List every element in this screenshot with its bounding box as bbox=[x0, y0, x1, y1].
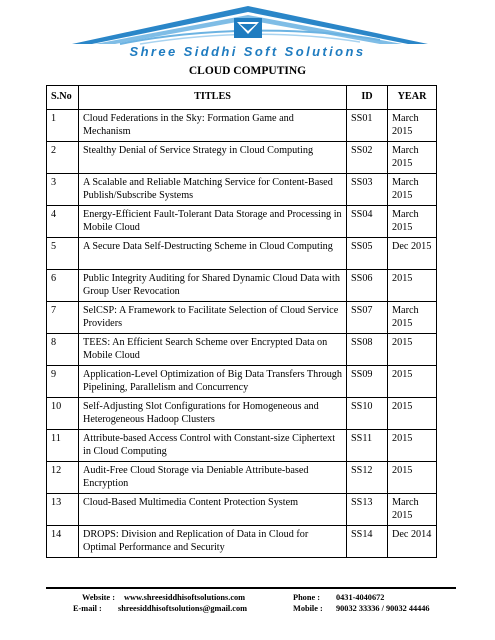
cell-id: SS11 bbox=[347, 430, 388, 462]
phone-value: 0431-4040672 bbox=[336, 593, 385, 602]
cell-id: SS05 bbox=[347, 238, 388, 270]
cell-sno: 1 bbox=[47, 110, 79, 142]
cell-id: SS13 bbox=[347, 494, 388, 526]
cell-title: Cloud Federations in the Sky: Formation Game and Mechanism bbox=[79, 110, 347, 142]
cell-id: SS02 bbox=[347, 142, 388, 174]
cell-title: Public Integrity Auditing for Shared Dynamic Cloud Data with Group User Revocation bbox=[79, 270, 347, 302]
table-row bbox=[47, 398, 437, 430]
cell-sno: 7 bbox=[47, 302, 79, 334]
table-header-row bbox=[47, 86, 437, 110]
cell-id: SS04 bbox=[347, 206, 388, 238]
table-row bbox=[47, 366, 437, 398]
cell-year: 2015 bbox=[388, 398, 437, 430]
website-label: Website : bbox=[82, 593, 115, 602]
table-row bbox=[47, 110, 437, 142]
cell-title: Application-Level Optimization of Big Data Transfers Through Pipelining, Parallelism and Concurrency bbox=[79, 366, 347, 398]
table-row bbox=[47, 494, 437, 526]
table-row bbox=[47, 302, 437, 334]
table-row bbox=[47, 526, 437, 558]
table-row bbox=[47, 238, 437, 270]
table-row bbox=[47, 334, 437, 366]
company-name: Shree Siddhi Soft Solutions bbox=[129, 44, 366, 59]
cell-year: March 2015 bbox=[388, 110, 437, 142]
document-title: CLOUD COMPUTING bbox=[188, 65, 307, 77]
cell-year: March 2015 bbox=[388, 174, 437, 206]
table-row bbox=[47, 206, 437, 238]
cell-id: SS09 bbox=[347, 366, 388, 398]
cell-sno: 10 bbox=[47, 398, 79, 430]
cell-title: Cloud-Based Multimedia Content Protection System bbox=[79, 494, 347, 526]
cell-id: SS14 bbox=[347, 526, 388, 558]
table-row bbox=[47, 462, 437, 494]
cell-sno: 14 bbox=[47, 526, 79, 558]
cell-id: SS03 bbox=[347, 174, 388, 206]
cell-sno: 8 bbox=[47, 334, 79, 366]
cell-id: SS10 bbox=[347, 398, 388, 430]
cell-title: Energy-Efficient Fault-Tolerant Data Storage and Processing in Mobile Cloud bbox=[79, 206, 347, 238]
cell-sno: 5 bbox=[47, 238, 79, 270]
cell-sno: 6 bbox=[47, 270, 79, 302]
email-link[interactable]: shreesiddhisoftsolutions@gmail.com bbox=[118, 604, 248, 613]
cell-year: Dec 2014 bbox=[388, 526, 437, 558]
column-header-id: ID bbox=[347, 86, 388, 110]
cell-year: 2015 bbox=[388, 334, 437, 366]
table-row bbox=[47, 174, 437, 206]
footer-divider bbox=[46, 587, 456, 589]
website-link[interactable]: www.shreesiddhisoftsolutions.com bbox=[124, 593, 246, 602]
cell-id: SS12 bbox=[347, 462, 388, 494]
cell-id: SS08 bbox=[347, 334, 388, 366]
cell-title: Attribute-based Access Control with Constant-size Ciphertext in Cloud Computing bbox=[79, 430, 347, 462]
cell-title: TEES: An Efficient Search Scheme over Encrypted Data on Mobile Cloud bbox=[79, 334, 347, 366]
cell-year: March 2015 bbox=[388, 302, 437, 334]
cell-year: 2015 bbox=[388, 366, 437, 398]
projects-table bbox=[46, 85, 437, 558]
table-row bbox=[47, 430, 437, 462]
column-header-titles: TITLES bbox=[79, 86, 347, 110]
cell-sno: 4 bbox=[47, 206, 79, 238]
cell-title: Stealthy Denial of Service Strategy in Cloud Computing bbox=[79, 142, 347, 174]
cell-year: 2015 bbox=[388, 462, 437, 494]
cell-title: SelCSP: A Framework to Facilitate Selection of Cloud Service Providers bbox=[79, 302, 347, 334]
cell-sno: 3 bbox=[47, 174, 79, 206]
phone-label: Phone : bbox=[293, 593, 320, 602]
cell-year: Dec 2015 bbox=[388, 238, 437, 270]
cell-sno: 13 bbox=[47, 494, 79, 526]
cell-title: DROPS: Division and Replication of Data in Cloud for Optimal Performance and Security bbox=[79, 526, 347, 558]
cell-title: A Secure Data Self-Destructing Scheme in Cloud Computing bbox=[79, 238, 347, 270]
cell-sno: 12 bbox=[47, 462, 79, 494]
cell-id: SS01 bbox=[347, 110, 388, 142]
company-logo bbox=[0, 0, 495, 62]
mobile-value: 90032 33336 / 90032 44446 bbox=[336, 604, 430, 613]
cell-year: 2015 bbox=[388, 270, 437, 302]
logo-roof-graphic bbox=[0, 0, 495, 48]
table-row bbox=[47, 142, 437, 174]
cell-id: SS06 bbox=[347, 270, 388, 302]
cell-sno: 11 bbox=[47, 430, 79, 462]
cell-id: SS07 bbox=[347, 302, 388, 334]
cell-year: March 2015 bbox=[388, 206, 437, 238]
cell-sno: 2 bbox=[47, 142, 79, 174]
table-row bbox=[47, 270, 437, 302]
cell-year: March 2015 bbox=[388, 494, 437, 526]
column-header-sno: S.No bbox=[47, 86, 79, 110]
cell-sno: 9 bbox=[47, 366, 79, 398]
cell-title: Self-Adjusting Slot Configurations for Homogeneous and Heterogeneous Hadoop Clusters bbox=[79, 398, 347, 430]
cell-title: Audit-Free Cloud Storage via Deniable Attribute-based Encryption bbox=[79, 462, 347, 494]
column-header-year: YEAR bbox=[388, 86, 437, 110]
cell-year: 2015 bbox=[388, 430, 437, 462]
mobile-label: Mobile : bbox=[293, 604, 323, 613]
cell-title: A Scalable and Reliable Matching Service for Content-Based Publish/Subscribe Systems bbox=[79, 174, 347, 206]
email-label: E-mail : bbox=[73, 604, 102, 613]
cell-year: March 2015 bbox=[388, 142, 437, 174]
